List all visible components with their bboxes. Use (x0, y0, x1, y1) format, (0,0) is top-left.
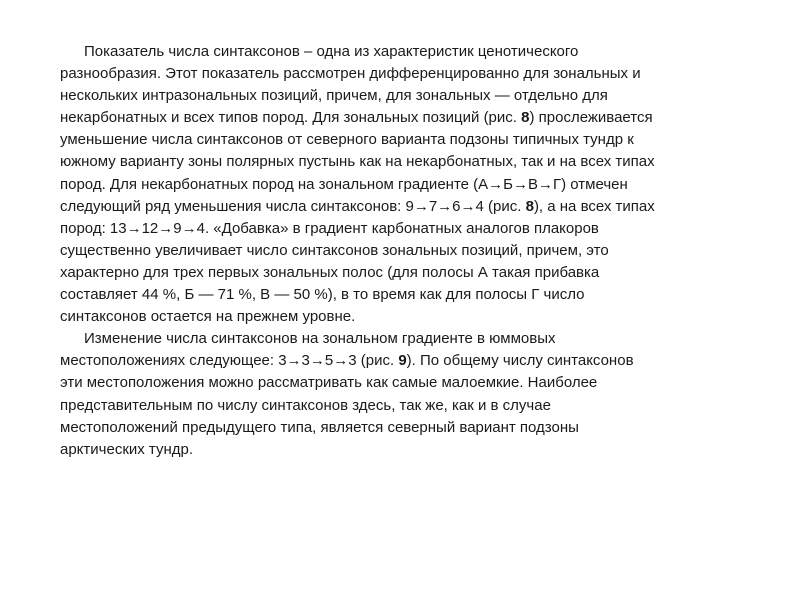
figure-ref: 9 (398, 352, 407, 370)
text-line: некарбонатных и всех типов пород. Для зональных позиций (рис. (60, 109, 522, 127)
text-line: Показатель числа синтаксонов – одна из характеристик ценотического (84, 43, 579, 60)
paragraph-1-line (60, 41, 760, 63)
paragraph-1-line (60, 151, 760, 173)
text-line: южному варианту зоны полярных пустынь как на некарбонатных, так и на всех типах (60, 153, 655, 171)
text-line: составляет 44 %, Б — 71 %, В — 50 %), в то время как для полосы Г число (60, 286, 585, 304)
text-line: местоположений предыдущего типа, является северный вариант подзоны (60, 418, 579, 436)
paragraph-1-line (60, 107, 760, 129)
paragraph-2-line (60, 372, 760, 394)
paragraph-1-line (60, 129, 760, 151)
paragraph-1-line (60, 240, 760, 262)
paragraph-1-line (60, 262, 760, 284)
text-line: разнообразия. Этот показатель рассмотрен дифференцированно для зональных и (60, 65, 641, 83)
text-line: представительным по числу синтаксонов здесь, так же, как и в случае (60, 396, 551, 414)
paragraph-2-line (60, 350, 760, 372)
paragraph-1-line (60, 174, 760, 196)
text-line: ) прослеживается (529, 109, 653, 127)
text-line: ). По общему числу синтаксонов (406, 352, 634, 370)
text-line: пород. Для некарбонатных пород на зональном градиенте (А→Б→В→Г) отмечен (60, 175, 628, 193)
text-line: следующий ряд уменьшения числа синтаксонов: 9→7→6→4 (рис. (60, 197, 526, 215)
text-line: существенно увеличивает число синтаксонов зональных позиций, причем, это (60, 241, 609, 259)
text-line: характерно для трех первых зональных полос (для полосы А такая прибавка (60, 263, 600, 281)
paragraph-1-line (60, 196, 760, 218)
text-line: ), а на всех типах (533, 197, 655, 215)
text-line: Изменение числа синтаксонов на зональном градиенте в юммовых (84, 330, 556, 348)
paragraph-2-line (60, 328, 760, 350)
paragraph-1-line (60, 63, 760, 85)
paragraph-2-line (60, 417, 760, 439)
text-line: арктических тундр. (60, 440, 194, 458)
text-line: синтаксонов остается на прежнем уровне. (60, 308, 356, 326)
text-line: уменьшение числа синтаксонов от северного варианта подзоны типичных тундр к (60, 131, 634, 149)
paragraph-1-line (60, 306, 760, 328)
figure-ref: 8 (525, 197, 534, 215)
text-line: нескольких интразональных позиций, причем, для зональных — отдельно для (60, 87, 608, 105)
text-line: эти местоположения можно рассматривать как самые малоемкие. Наиболее (60, 374, 598, 392)
paragraph-2-line (60, 439, 760, 461)
figure-ref: 8 (521, 109, 530, 127)
paragraph-1-line (60, 85, 760, 107)
body-text (60, 41, 760, 461)
paragraph-1-line (60, 284, 760, 306)
paragraph-1-line (60, 218, 760, 240)
text-line: местоположениях следующее: 3→3→5→3 (рис. (60, 352, 399, 370)
paragraph-2-line (60, 395, 760, 417)
text-line: пород: 13→12→9→4. «Добавка» в градиент карбонатных аналогов плакоров (60, 219, 599, 237)
